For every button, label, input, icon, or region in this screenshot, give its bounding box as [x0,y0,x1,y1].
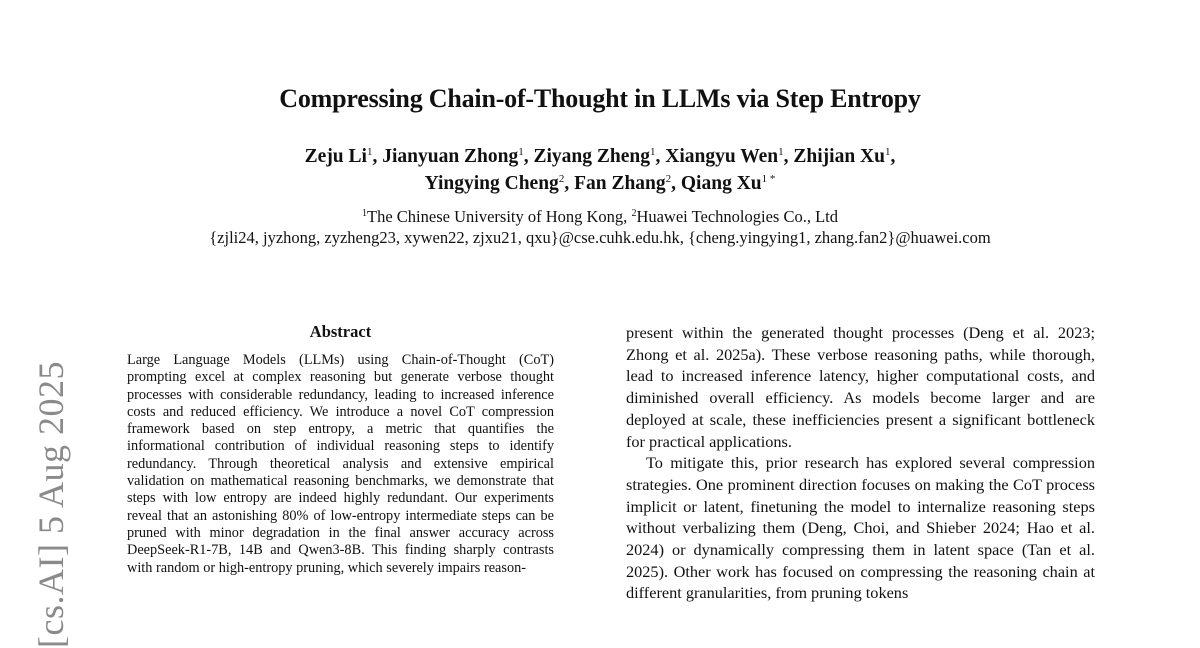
body-paragraph: To mitigate this, prior research has explored several compression strategies. One prominent direction focuses on making the CoT process implicit or latent, finetuning the model to internalize reasoning steps without verbalizing them (Deng, Choi, and Shieber 2024; Hao et al. 2024) or dynamically compressing them in latent space (Tan et al. 2025). Other work has focused on compressing the reasoning chain at different granularities, from pruning tokens [626,453,1095,603]
author: Yingying Cheng$^2$, [424,173,575,194]
abstract-heading: Abstract [309,322,372,341]
author: Ziyang Zheng$^1$, [533,146,666,167]
author-line-1 [0,143,1200,170]
author: Fan Zhang$^2$, [574,173,681,194]
email-line: {zjli24, jyzhong, zyzheng23, xywen22, zjxu21, qxu}@cse.cuhk.edu.hk, {cheng.yingying1, zhang.fan2}@huawei.com [209,228,991,247]
affiliations [0,206,1200,248]
abstract-text: Large Language Models (LLMs) using Chain-of-Thought (CoT) prompting excel at complex reasoning but generate verbose thought processes with considerable redundancy, leading to increased inference costs and reduced efficiency. We introduce a novel CoT compression framework based on step entropy, a metric that quantifies the informational contribution of individual reasoning steps to identify redundancy. Through theoretical analysis and extensive empirical validation on mathematical reasoning benchmarks, we demonstrate that steps with low entropy are indeed highly redundant. Our experiments reveal that an astonishing 80% of low-entropy intermediate steps can be pruned with minor degradation in the final answer accuracy across DeepSeek-R1-7B, 14B and Qwen3-8B. This finding sharply contrasts with random or high-entropy pruning, which severely impairs reason- [127,352,554,576]
affiliation-line: $^1$The Chinese University of Hong Kong, $^2$Huawei Technologies Co., Ltd [362,207,838,226]
author: Zhijian Xu$^1$, [793,146,896,167]
author: Zeju Li$^1$, [304,146,383,167]
author-line-2 [0,170,1200,197]
author-list [0,143,1200,197]
abstract-section [127,322,554,577]
body-column [626,322,1095,604]
body-paragraph: present within the generated thought processes (Deng et al. 2023; Zhong et al. 2025a). These verbose reasoning paths, while thorough, lead to increased inference latency, higher computational costs, and diminished overall efficiency. As models become larger and are deployed at scale, these inefficiencies present a significant bottleneck for practical applications. [626,323,1095,451]
paper-title: Compressing Chain-of-Thought in LLMs via Step Entropy [279,84,921,113]
author: Xiangyu Wen$^1$, [665,146,794,167]
author: Jianyuan Zhong$^1$, [382,146,534,167]
arxiv-stamp: [cs.AI] 5 Aug 2025 [31,361,71,648]
author: Qiang $Xu^{1 *}$ [680,173,776,194]
